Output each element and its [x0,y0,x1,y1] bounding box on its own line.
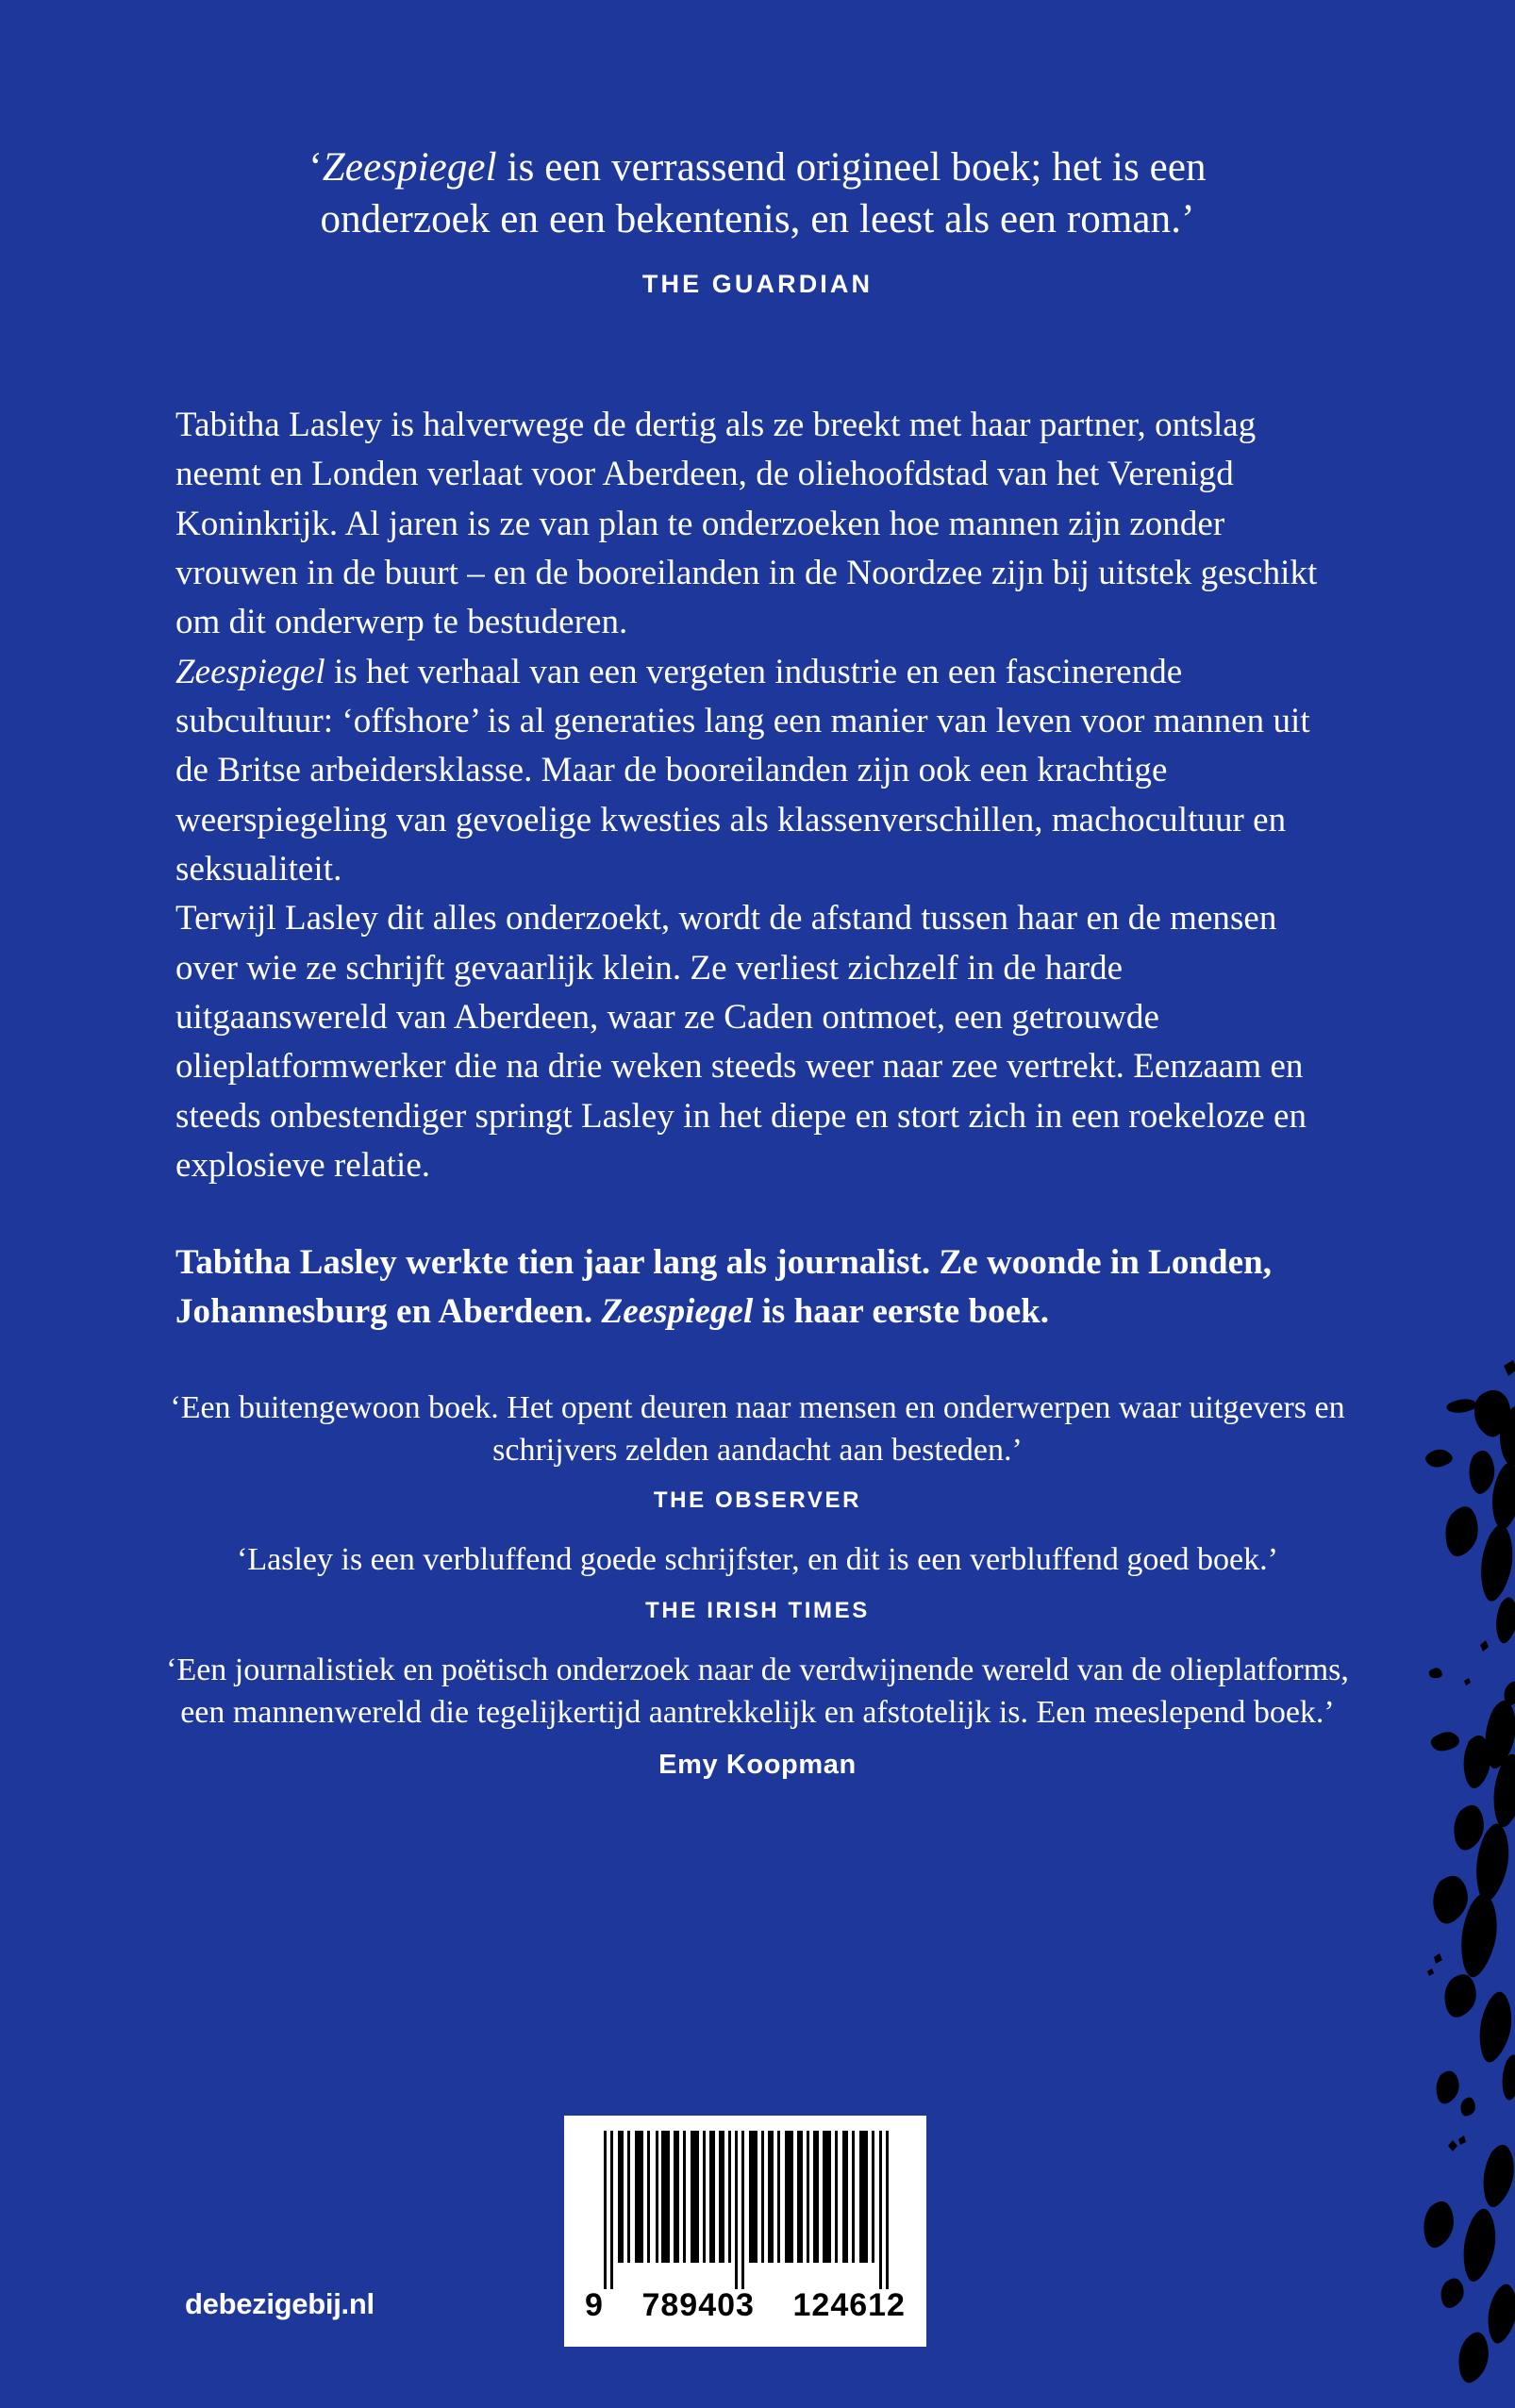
back-cover-blurb [175,401,1343,1337]
author-bio-part-1: Tabitha Lasley werkte tien jaar lang als journalist. Ze woonde in Londen, Johannesburg en Aberdeen. [175,1242,1273,1331]
review-quote-text: ‘Lasley is een verbluffend goede schrijfster, en dit is een verbluffend goed boek.’ [237,1542,1278,1578]
blurb-paragraph-1: Tabitha Lasley is halverwege de dertig als ze breekt met haar partner, ontslag neemt en Londen verlaat voor Aberdeen, de oliehoofdstad van het Verenigd Koninkrijk. Al jaren is ze van plan te onderzoeken hoe mannen zijn zonder vrouwen in de buurt – en de booreilanden in de Noordzee zijn bij uitstek geschikt om dit onderwerp te bestuderen. [175,406,1318,642]
isbn-group-1: 789403 [641,2287,755,2323]
barcode-bars [581,2131,909,2289]
blurb-paragraph-2-rest: is het verhaal van een vergeten industrie en een fascinerende subcultuur: ‘offshore’ is al generaties lang een manier van leven voor mannen uit de Britse arbeidersklasse. Maar de booreilanden zijn ook een krachtige weerspiegeling van gevoelige kwesties als klassenverschillen, machocultuur en seksualiteit. [175,652,1310,889]
review-quote-text: ‘Een journalistiek en poëtisch onderzoek naar de verdwijnende wereld van de olieplatforms, een mannenwereld die tegelijkertijd aantrekkelijk en afstotelijk is. Een meeslepend boek.’ [166,1652,1349,1730]
review-quotes-list [142,1387,1373,1805]
author-bio-book-title: Zeespiegel [601,1291,754,1331]
pull-quote-source: THE GUARDIAN [641,270,874,299]
pull-quote-book-title: Zeespiegel [322,145,497,190]
isbn-digits [581,2287,909,2324]
review-quote-source: THE IRISH TIMES [645,1597,870,1623]
review-quote-source: THE OBSERVER [653,1487,862,1514]
ink-splatter-decoration [1383,0,1515,2408]
review-quote-item [142,1538,1373,1623]
blurb-book-title: Zeespiegel [175,652,325,691]
isbn-prefix-digit: 9 [585,2287,604,2323]
pull-quote-text [160,141,1355,245]
review-quote-text: ‘Een buitengewoon boek. Het opent deuren naar mensen en onderwerpen waar uitgevers en schrijvers zelden aandacht aan besteden.’ [170,1390,1345,1469]
pull-quote-line2: onderzoek en een bekentenis, en leest als een roman.’ [320,197,1195,242]
pull-quote-open-mark: ‘ [308,145,323,190]
isbn-group-2: 124612 [792,2287,906,2323]
publisher-website[interactable]: debezigebij.nl [185,2287,375,2320]
author-bio-part-2: is haar eerste boek. [753,1291,1050,1331]
blurb-paragraph-2 [175,648,1343,895]
pull-quote-line1-rest: is een verrassend origineel boek; het is een [496,145,1207,190]
review-quote-item [142,1649,1373,1781]
review-quote-source: Emy Koopman [658,1750,857,1781]
headline-pull-quote [160,141,1355,299]
author-bio [175,1238,1343,1337]
isbn-barcode [564,2116,926,2347]
blurb-paragraph-3: Terwijl Lasley dit alles onderzoekt, wordt de afstand tussen haar en de mensen over wie ze schrijft gevaarlijk klein. Ze verliest zichzelf in de harde uitgaanswereld van Aberdeen, waar ze Caden ontmoet, een getrouwde olieplatformwerker die na drie weken steeds weer naar zee vertrekt. Eenzaam en steeds onbestendiger springt Lasley in het diepe en stort zich in een roekeloze en explosieve relatie. [175,899,1307,1186]
review-quote-item [142,1387,1373,1514]
